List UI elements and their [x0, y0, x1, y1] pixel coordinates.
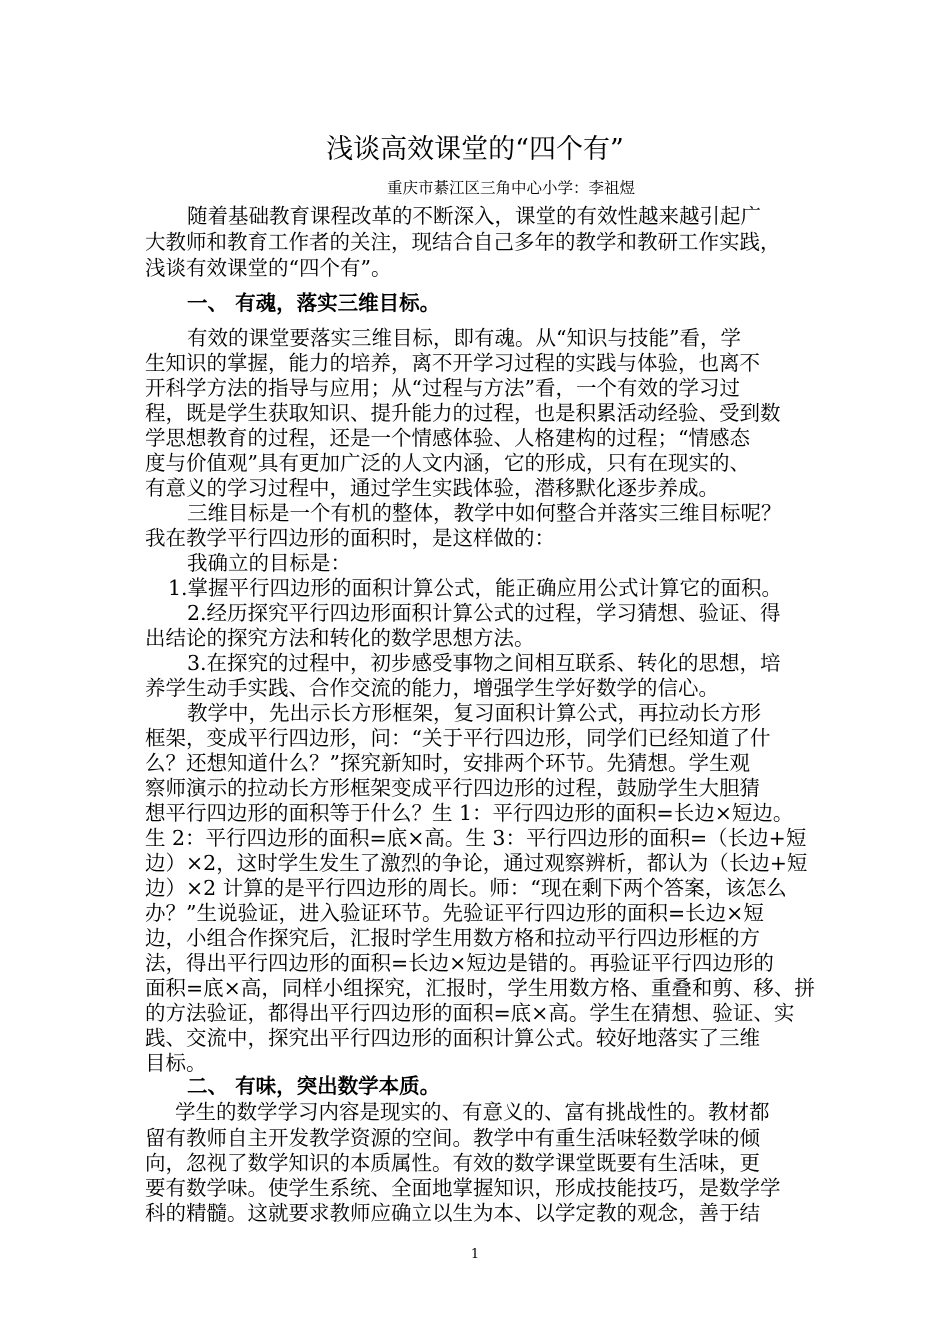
- body-line: 我确立的目标是：: [187, 551, 351, 575]
- body-line: 开科学方法的指导与应用；从“过程与方法”看，一个有效的学习过: [145, 376, 740, 400]
- body-line: 学思想教育的过程，还是一个情感体验、人格建构的过程；“情感态: [145, 426, 750, 450]
- body-line: 要有数学味。使学生系统、全面地掌握知识，形成技能技巧，是数学学: [145, 1176, 781, 1200]
- body-line: 科的精髓。这就要求教师应确立以生为本、以学定教的观念，善于结: [145, 1201, 760, 1225]
- body-line: 出结论的探究方法和转化的数学思想方法。: [145, 626, 535, 650]
- body-line: 目标。: [145, 1051, 207, 1075]
- body-line: 留有教师自主开发教学资源的空间。教学中有重生活味轻数学味的倾: [145, 1126, 760, 1150]
- body-line: 1.掌握平行四边形的面积计算公式，能正确应用公式计算它的面积。: [168, 576, 783, 600]
- body-line: 程，既是学生获取知识、提升能力的过程，也是积累活动经验、受到数: [145, 401, 781, 425]
- section-heading: 二、 有味，突出数学本质。: [187, 1074, 441, 1098]
- body-line: 生 2：平行四边形的面积=底×高。生 3：平行四边形的面积=（长边+短: [145, 826, 807, 850]
- body-line: 我在教学平行四边形的面积时，是这样做的：: [145, 526, 555, 550]
- body-line: 边）×2，这时学生发生了激烈的争论，通过观察辨析，都认为（长边+短: [145, 851, 808, 875]
- page-number: 1: [470, 1247, 480, 1262]
- body-line: 的方法验证，都得出平行四边形的面积=底×高。学生在猜想、验证、实: [145, 1001, 795, 1025]
- body-line: 想平行四边形的面积等于什么？生 1：平行四边形的面积=长边×短边。: [145, 801, 794, 825]
- body-line: 大教师和教育工作者的关注，现结合自己多年的教学和教研工作实践，: [145, 230, 781, 254]
- section-heading: 一、 有魂，落实三维目标。: [187, 291, 441, 315]
- author-line: 重庆市綦江区三角中心小学：李祖煜: [387, 179, 636, 197]
- body-line: 办？”生说验证，进入验证环节。先验证平行四边形的面积=长边×短: [145, 901, 764, 925]
- body-line: 边）×2 计算的是平行四边形的周长。师：“现在剩下两个答案，该怎么: [145, 876, 787, 900]
- body-line: 框架，变成平行四边形，问：“关于平行四边形，同学们已经知道了什: [145, 726, 771, 750]
- document-title: 浅谈高效课堂的“四个有”: [326, 134, 624, 165]
- body-line: 生知识的掌握，能力的培养，离不开学习过程的实践与体验，也离不: [145, 351, 760, 375]
- body-line: 边，小组合作探究后，汇报时学生用数方格和拉动平行四边形框的方: [145, 926, 760, 950]
- body-line: 法，得出平行四边形的面积=长边×短边是错的。再验证平行四边形的: [145, 951, 774, 975]
- body-line: 3.在探究的过程中，初步感受事物之间相互联系、转化的思想，培: [187, 651, 781, 675]
- body-line: 浅谈有效课堂的“四个有”。: [145, 256, 392, 280]
- body-line: 养学生动手实践、合作交流的能力，增强学生学好数学的信心。: [145, 676, 719, 700]
- body-line: 向，忽视了数学知识的本质属性。有效的数学课堂既要有生活味，更: [145, 1151, 760, 1175]
- body-line: 察师演示的拉动长方形框架变成平行四边形的过程，鼓励学生大胆猜: [145, 776, 760, 800]
- body-line: 教学中，先出示长方形框架，复习面积计算公式，再拉动长方形: [187, 701, 761, 725]
- body-line: 2.经历探究平行四边形面积计算公式的过程，学习猜想、验证、得: [187, 601, 781, 625]
- body-line: 随着基础教育课程改革的不断深入，课堂的有效性越来越引起广: [187, 204, 761, 228]
- body-line: 有意义的学习过程中，通过学生实践体验，潜移默化逐步养成。: [145, 476, 719, 500]
- body-line: 有效的课堂要落实三维目标，即有魂。从“知识与技能”看，学: [187, 326, 741, 350]
- body-line: 践、交流中，探究出平行四边形的面积计算公式。较好地落实了三维: [145, 1026, 760, 1050]
- body-line: 度与价值观”具有更加广泛的人文内涵，它的形成，只有在现实的、: [145, 451, 750, 475]
- body-line: 三维目标是一个有机的整体，教学中如何整合并落实三维目标呢？: [187, 501, 782, 525]
- body-line: 么？还想知道什么？”探究新知时，安排两个环节。先猜想。学生观: [145, 751, 750, 775]
- body-line: 学生的数学学习内容是现实的、有意义的、富有挑战性的。教材都: [175, 1100, 770, 1124]
- body-line: 面积=底×高，同样小组探究，汇报时，学生用数方格、重叠和剪、移、拼: [145, 976, 815, 1000]
